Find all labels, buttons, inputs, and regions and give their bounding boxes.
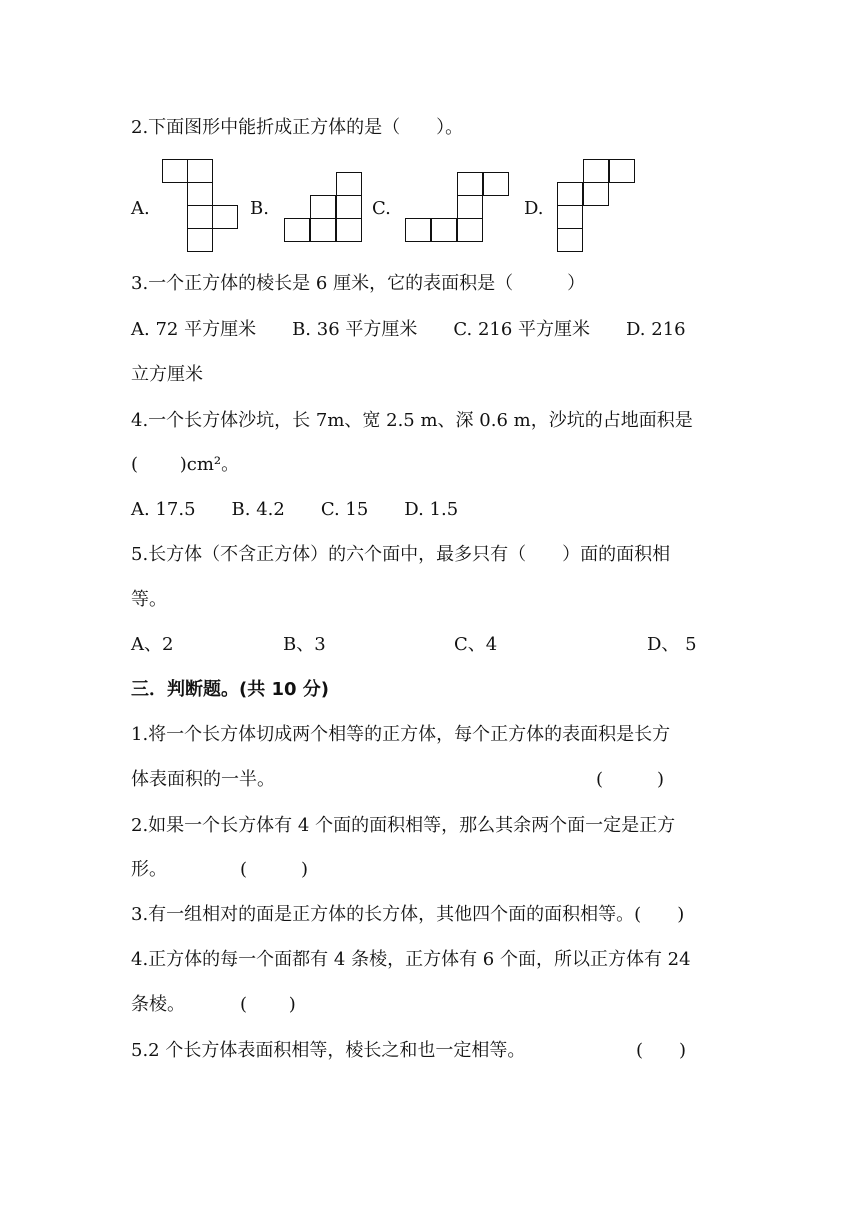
tf-item-2-line1: 2.如果一个长方体有 4 个面的面积相等，那么其余两个面一定是正方 <box>131 815 676 836</box>
q5-text-line2: 等。 <box>131 589 167 610</box>
tf-item-2-line2: 形。 <box>131 859 167 880</box>
q2-option-c-label: C. <box>372 198 391 219</box>
tf-item-1-line1: 1.将一个长方体切成两个相等的正方体，每个正方体的表面积是长方 <box>131 724 671 745</box>
tf-item-1-line2: 体表面积的一半。 <box>131 769 275 790</box>
q2-text: 2.下面图形中能折成正方体的是（ ）。 <box>131 117 464 138</box>
q5-option-b: B、3 <box>283 634 326 655</box>
q5-option-a: A、2 <box>131 634 174 655</box>
q4-text-line1: 4.一个长方体沙坑，长 7m、宽 2.5 m、深 0.6 m，沙坑的占地面积是 <box>131 410 693 431</box>
q2-option-d-label: D. <box>524 198 544 219</box>
tf-item-3-line1: 3.有一组相对的面是正方体的长方体，其他四个面的面积相等。( ) <box>131 904 685 925</box>
q5-text-line1: 5.长方体（不含正方体）的六个面中，最多只有（ ）面的面积相 <box>131 544 671 565</box>
tf-item-4-answer-bracket[interactable]: ( ) <box>240 994 296 1015</box>
q3-text: 3.一个正方体的棱长是 6 厘米，它的表面积是（ ） <box>131 273 586 294</box>
tf-item-4-line2: 条棱。 <box>131 994 185 1015</box>
tf-item-4-line1: 4.正方体的每一个面都有 4 条棱，正方体有 6 个面，所以正方体有 24 <box>131 949 691 970</box>
q4-text-line2: ( )cm²。 <box>131 454 240 475</box>
q4-options: A. 17.5 B. 4.2 C. 15 D. 1.5 <box>131 499 459 520</box>
q3-options-line1: A. 72 平方厘米 B. 36 平方厘米 C. 216 平方厘米 D. 216 <box>131 319 686 340</box>
tf-item-5-answer-bracket[interactable]: ( ) <box>636 1040 687 1061</box>
tf-item-5-line1: 5.2 个长方体表面积相等，棱长之和也一定相等。 <box>131 1040 526 1061</box>
q2-option-b-label: B. <box>250 198 269 219</box>
q5-option-c: C、4 <box>454 634 498 655</box>
tf-item-2-answer-bracket[interactable]: ( ) <box>240 859 309 880</box>
tf-item-1-answer-bracket[interactable]: ( ) <box>596 769 665 790</box>
q2-option-a-label: A. <box>131 198 150 219</box>
q5-option-d: D、 5 <box>647 634 697 655</box>
q3-options-line2: 立方厘米 <box>131 364 203 385</box>
section3-heading: 三．判断题。(共 10 分) <box>131 679 330 700</box>
